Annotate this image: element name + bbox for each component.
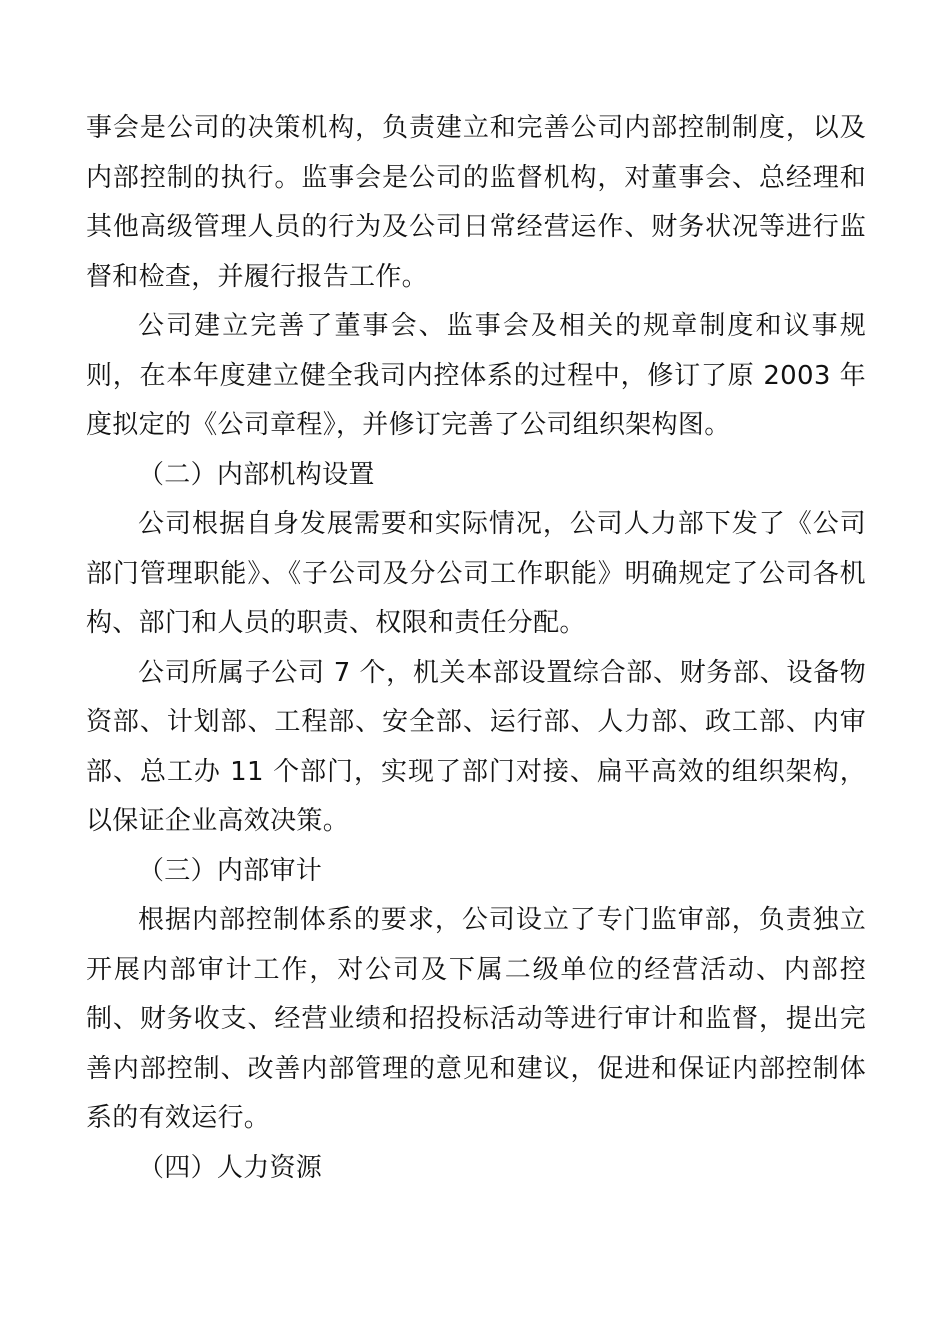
paragraph-board-duties: 事会是公司的决策机构，负责建立和完善公司内部控制制度，以及内部控制的执行。监事会是公司的监督机构，对董事会、总经理和其他高级管理人员的行为及公司日常经营运作、财务状况等进行监督和检查，并履行报告工作。 [86, 113, 866, 292]
paragraph-subsidiaries-departments: 公司所属子公司 7 个，机关本部设置综合部、财务部、设备物资部、计划部、工程部、安全部、运行部、人力部、政工部、内审部、总工办 11 个部门，实现了部门对接、扁平高效的组织架构，以保证企业高效决策。 [86, 657, 866, 836]
section-heading-internal-structure: （二）内部机构设置 [138, 459, 375, 490]
section-heading-human-resources: （四）人力资源 [138, 1152, 323, 1183]
paragraph-department-functions: 公司根据自身发展需要和实际情况，公司人力部下发了《公司部门管理职能》、《子公司及分公司工作职能》明确规定了公司各机构、部门和人员的职责、权限和责任分配。 [86, 509, 866, 638]
document-page [86, 104, 866, 1193]
paragraph-rules-and-charter: 公司建立完善了董事会、监事会及相关的规章制度和议事规则，在本年度建立健全我司内控体系的过程中，修订了原 2003 年度拟定的《公司章程》，并修订完善了公司组织架构图。 [86, 311, 866, 440]
paragraph-audit-department: 根据内部控制体系的要求，公司设立了专门监审部，负责独立开展内部审计工作，对公司及下属二级单位的经营活动、内部控制、财务收支、经营业绩和招投标活动等进行审计和监督，提出完善内部控制、改善内部管理的意见和建议，促进和保证内部控制体系的有效运行。 [86, 905, 866, 1133]
section-heading-internal-audit: （三）内部审计 [138, 855, 323, 886]
